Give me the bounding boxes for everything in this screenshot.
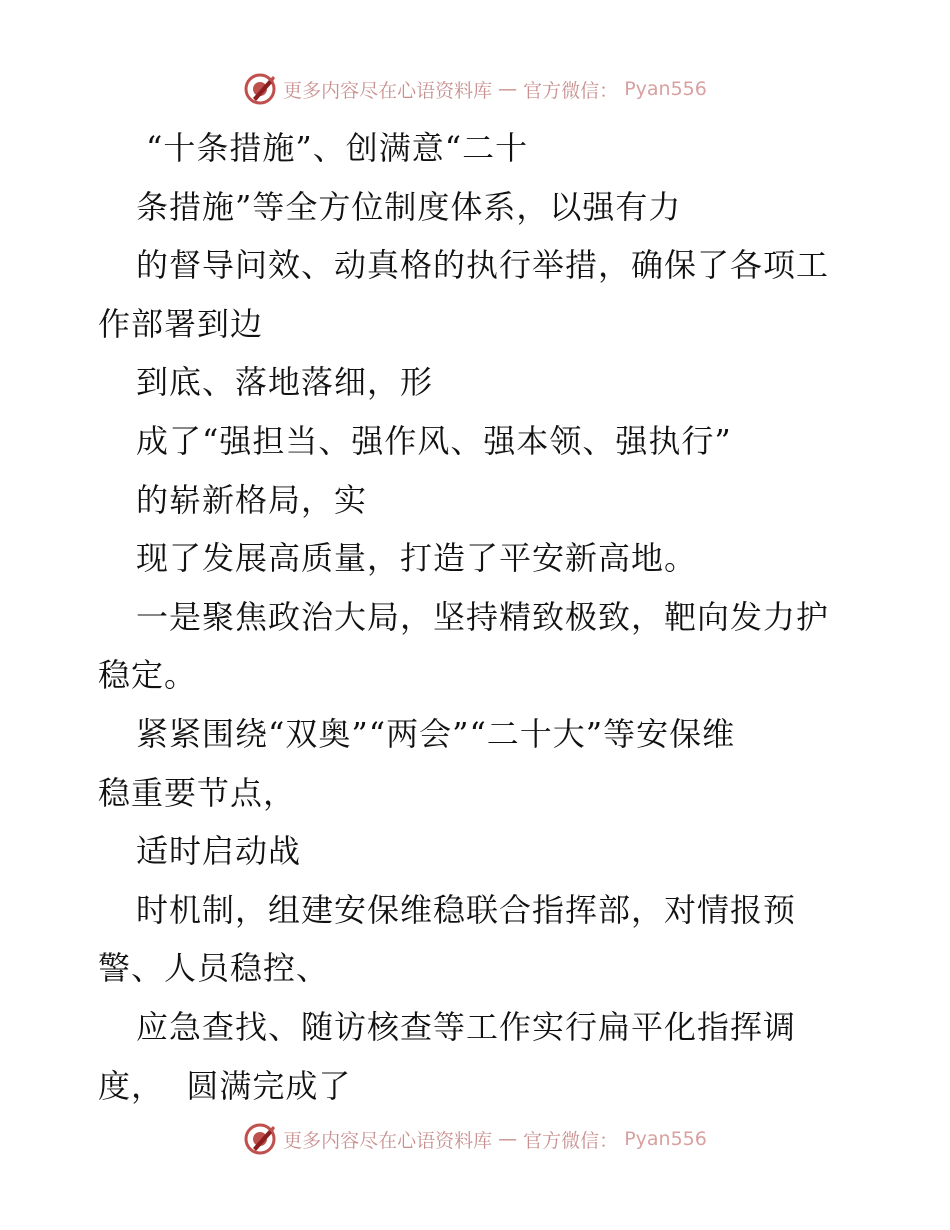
text-line: 成了“强担当、强作风、强本领、强执行”	[136, 421, 732, 460]
watermark-site-text: 更多内容尽在心语资料库	[283, 1129, 493, 1152]
watermark-site-text: 更多内容尽在心语资料库	[283, 79, 493, 102]
watermark-dash: —	[498, 1128, 518, 1150]
text-line: 条措施”等全方位制度体系，以强有力	[136, 187, 682, 226]
text-line: 作部署到边	[98, 304, 264, 343]
footer-watermark	[0, 1122, 950, 1156]
watermark-wechat-id: Pyan556	[624, 78, 707, 100]
text-line: 紧紧围绕“双奥”“两会”“二十大”等安保维	[136, 714, 736, 753]
text-line: 现了发展高质量，打造了平安新高地。	[136, 539, 698, 578]
watermark-wechat-id: Pyan556	[624, 1128, 707, 1150]
watermark-dash: —	[498, 78, 518, 100]
text-line: 应急查找、随访核查等工作实行扁平化指挥调	[136, 1007, 797, 1046]
text-line: 适时启动战	[136, 832, 302, 871]
text-line: 警、人员稳控、	[98, 949, 330, 988]
text-line: 到底、落地落细，形	[136, 363, 434, 402]
pen-logo-icon	[243, 72, 277, 106]
watermark-label: 官方微信：	[523, 79, 619, 102]
text-line: 的督导问效、动真格的执行举措，确保了各项工	[136, 246, 830, 285]
watermark-label: 官方微信：	[523, 1129, 619, 1152]
text-line: 稳重要节点，	[98, 773, 297, 812]
text-line: 时机制，组建安保维稳联合指挥部，对情报预	[136, 890, 797, 929]
text-line: 一是聚焦政治大局，坚持精致极致，靶向发力护	[136, 597, 830, 636]
text-line: “十条措施”、创满意“二十	[146, 129, 529, 167]
text-line: 稳定。	[98, 656, 198, 695]
pen-logo-icon	[243, 1122, 277, 1156]
text-line: 度， 圆满完成了	[98, 1066, 352, 1105]
document-body	[98, 119, 858, 1115]
text-line: 的崭新格局，实	[136, 480, 368, 519]
header-watermark	[0, 72, 950, 106]
